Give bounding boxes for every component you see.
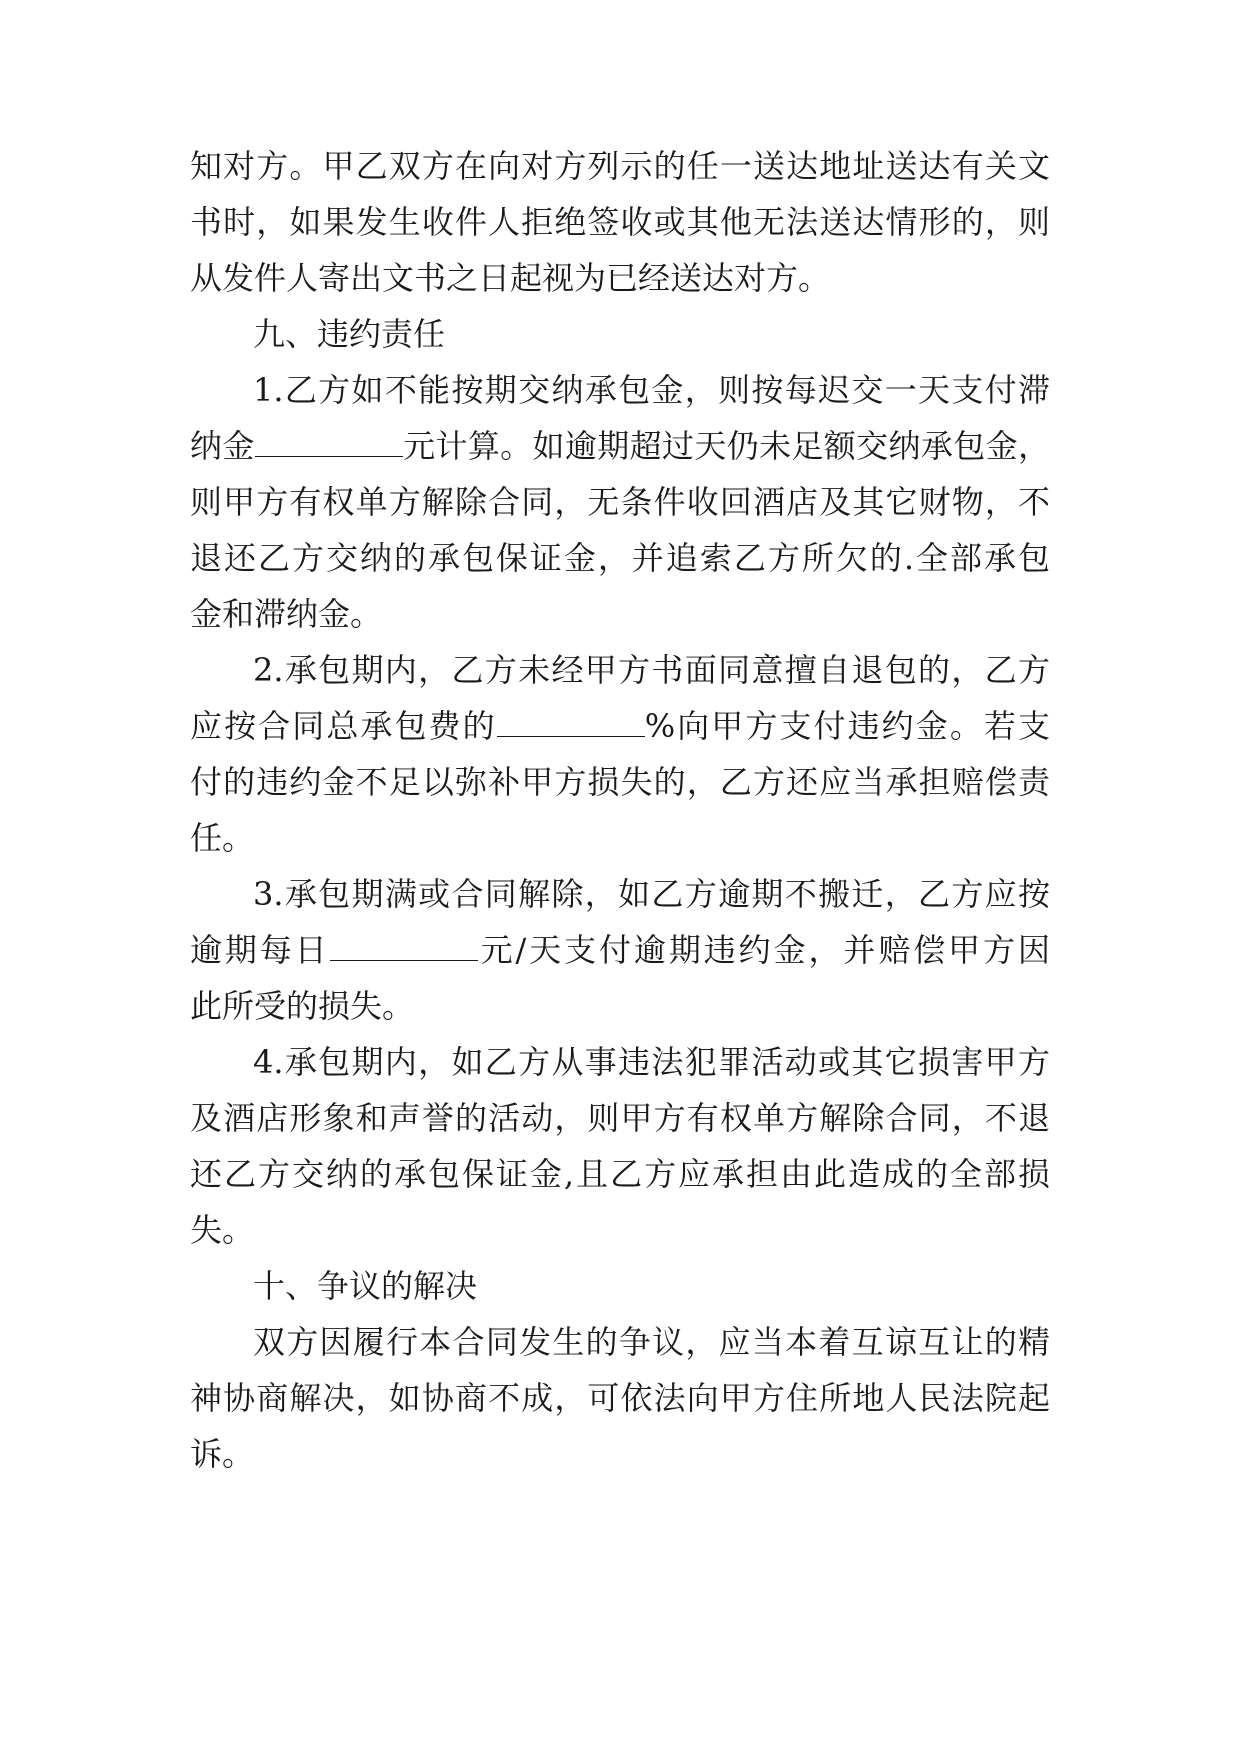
fill-in-blank (255, 426, 403, 457)
paragraph-line: 双方因履行本合同发生的争议，应当本着互谅互让的精 (253, 1323, 1050, 1361)
fill-in-blank (497, 706, 645, 737)
fill-in-blank (330, 930, 478, 961)
paragraph-line: 知对方。甲乙双方在向对方列示的任一送达地址送达有关文 (190, 147, 1050, 185)
paragraph-line: 金和滞纳金。 (190, 595, 383, 633)
paragraph-line: 任。 (190, 819, 255, 857)
text-segment: 应按合同总承包费的 (190, 707, 497, 745)
paragraph-line: 3.承包期满或合同解除，如乙方逾期不搬迁，乙方应按 (253, 875, 1050, 913)
paragraph-line: 则甲方有权单方解除合同，无条件收回酒店及其它财物，不 (190, 483, 1050, 521)
paragraph-line: 退还乙方交纳的承包保证金，并追索乙方所欠的.全部承包 (190, 539, 1050, 577)
section-heading: 九、违约责任 (253, 315, 446, 353)
paragraph-line-with-blank (190, 922, 1050, 978)
paragraph-line: 书时，如果发生收件人拒绝签收或其他无法送达情形的，则 (190, 203, 1050, 241)
paragraph-line: 神协商解决，如协商不成，可依法向甲方住所地人民法院起 (190, 1379, 1050, 1417)
paragraph-line: 4.承包期内，如乙方从事违法犯罪活动或其它损害甲方 (253, 1043, 1050, 1081)
paragraph-line-with-blank (190, 418, 1050, 474)
paragraph-line: 1.乙方如不能按期交纳承包金，则按每迟交一天支付滞 (253, 371, 1050, 409)
text-segment: 元计算。如逾期超过天仍未足额交纳承包金， (402, 427, 1050, 465)
text-segment: 元/天支付逾期违约金，并赔偿甲方因 (477, 931, 1050, 969)
text-segment: %向甲方支付违约金。若支 (644, 707, 1050, 745)
paragraph-line: 付的违约金不足以弥补甲方损失的，乙方还应当承担赔偿责 (190, 763, 1050, 801)
paragraph-line: 从发件人寄出文书之日起视为已经送达对方。 (190, 259, 831, 297)
paragraph-line-with-blank (190, 698, 1050, 754)
paragraph-line: 及酒店形象和声誉的活动，则甲方有权单方解除合同，不退 (190, 1099, 1050, 1137)
text-segment: 纳金 (190, 427, 255, 465)
paragraph-line: 还乙方交纳的承包保证金,且乙方应承担由此造成的全部损 (190, 1155, 1050, 1193)
paragraph-line: 2.承包期内，乙方未经甲方书面同意擅自退包的，乙方 (253, 651, 1050, 689)
paragraph-line: 此所受的损失。 (190, 987, 415, 1025)
paragraph-line: 诉。 (190, 1435, 255, 1473)
section-heading: 十、争议的解决 (253, 1267, 478, 1305)
paragraph-line: 失。 (190, 1211, 255, 1249)
text-segment: 逾期每日 (190, 931, 330, 969)
